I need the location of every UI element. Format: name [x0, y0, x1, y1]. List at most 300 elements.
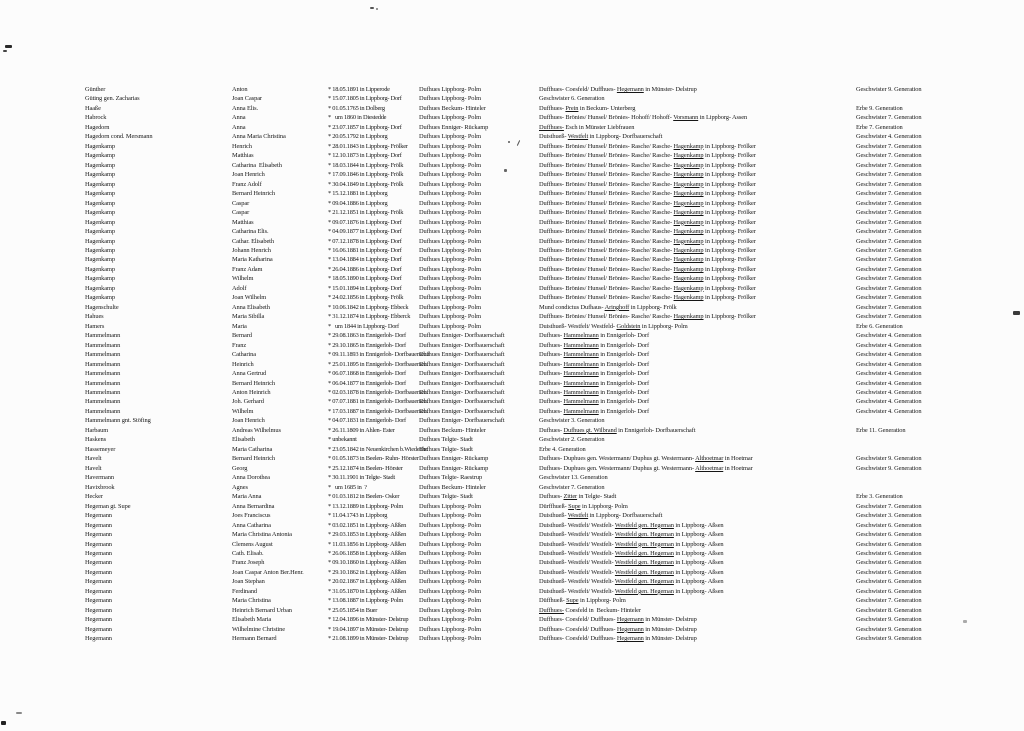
givenname-cell: Joan Stephan	[232, 578, 265, 586]
surname-cell: Hammelmann	[85, 389, 121, 396]
birth-cell: * 29.10.1862 in Lippborg- Aßßen	[328, 568, 407, 576]
generation-cell: Geschwister 4. Generation	[856, 360, 922, 368]
family-cell: Dufhues- Dufhues gt. Wilbrand in Ennigerloh- Dorfbauerschaft	[539, 426, 696, 434]
generation-cell: Geschwister 6. Generation	[856, 531, 922, 539]
table-row	[0, 530, 1024, 539]
table-row	[0, 104, 1024, 113]
generation-cell: Geschwister 7. Generation	[856, 303, 922, 311]
origin-cell: Dufhues Enniger- Dorfbauerschaft	[419, 417, 505, 425]
generation-cell: Geschwister 4. Generation	[856, 351, 922, 359]
origin-cell: Dufhues Lippborg- Polm	[419, 256, 481, 264]
surname-cell: Hegeman gt. Supe	[85, 502, 131, 510]
birth-cell: * um 1860 in Diestedde	[328, 114, 387, 122]
table-row	[0, 511, 1024, 520]
generation-cell: Geschwister 6. Generation	[856, 559, 922, 567]
birth-cell: * 01.03.1812 in Beelen- Osker	[328, 493, 400, 501]
surname-cell: Hegemann	[85, 549, 112, 557]
table-row	[0, 540, 1024, 549]
family-cell: Duisthueß- Westfelt/ Westfeld- Goldstein in Lippborg- Polm	[539, 322, 688, 330]
givenname-cell: Franz Joseph	[232, 559, 265, 567]
family-cell: Duisthueß- Westfelt/ Westfelt- Westfeld gen. Hegeman in Lippborg- Aßsen	[539, 549, 724, 557]
generation-cell: Geschwister 9. Generation	[856, 625, 922, 633]
birth-cell: * 07.12.1878 in Lippborg- Dorf	[328, 237, 402, 245]
table-row	[0, 284, 1024, 293]
birth-cell: * 29.03.1853 in Lippborg- Aßßen	[328, 531, 407, 539]
generation-cell: Erbe 9. Generation	[856, 104, 903, 112]
table-row	[0, 208, 1024, 217]
givenname-cell: Heinrich Bernard Urban	[232, 606, 292, 614]
givenname-cell: Bernard Heinrich	[232, 455, 275, 463]
surname-cell: Güting gen. Zacharias	[85, 95, 140, 103]
generation-cell: Geschwister 9. Generation	[856, 455, 922, 463]
generation-cell: Geschwister 7. Generation	[856, 294, 922, 302]
birth-cell: * 09.07.1876 in Lippborg- Dorf	[328, 218, 402, 226]
table-row	[0, 416, 1024, 425]
table-row	[0, 521, 1024, 530]
table-row	[0, 94, 1024, 103]
givenname-cell: Bernard Heinrich	[232, 190, 275, 198]
birth-cell: * 25.12.1874 in Beelen- Hörster	[328, 464, 403, 472]
origin-cell: Dufhues Lippborg- Polm	[419, 265, 481, 273]
surname-cell: Hagenkamp	[85, 228, 115, 236]
origin-cell: Dufhues Lippborg- Polm	[419, 190, 481, 198]
birth-cell: * 01.05.1873 in Beelen- Ruhn- Hörster	[328, 455, 419, 463]
surname-cell: Hegemann	[85, 578, 112, 586]
birth-cell: * 21.12.1851 in Lippborg- Frölk	[328, 209, 404, 217]
givenname-cell: Agnes	[232, 483, 248, 491]
table-row	[0, 454, 1024, 463]
family-cell: Duisthueß- Westfelt/ Westfelt- Westfeld gen. Hegeman in Lippborg- Aßsen	[539, 568, 724, 576]
origin-cell: Dufhues Enniger- Dorfbauerschaft	[419, 360, 505, 368]
birth-cell: * 15.07.1805 in Lippborg- Dorf	[328, 95, 402, 103]
birth-cell: * 17.03.1887 in Ennigerloh- Dorfbauersch.	[328, 407, 428, 415]
family-cell: Geschwister 3. Generation	[539, 417, 605, 425]
birth-cell: * 09.11.1893 in Ennigerloh- Dorfbauersch.t	[328, 351, 430, 359]
surname-cell: Hagenkamp	[85, 171, 115, 179]
family-cell: Dufhues- Duphues gen. Westermann/ Duphus gt. Westermann- Althoetmar in Hoetmar	[539, 455, 753, 463]
generation-cell: Geschwister 4. Generation	[856, 407, 922, 415]
origin-cell: Dufhues Lippborg- Polm	[419, 540, 481, 548]
generation-cell: Geschwister 9. Generation	[856, 86, 922, 93]
family-cell: Duffhues- Brönies/ Hunsel/ Brönies- Rasche/ Rasche- Hagenkamp in Lippborg- Frölker	[539, 190, 756, 198]
family-cell: Duffhues- Brönies/ Hunsel/ Brönies- Rasche/ Rasche- Hagenkamp in Lippborg- Frölker	[539, 142, 756, 150]
family-cell: Dufhues- Zitter in Telgte- Stadt	[539, 493, 617, 501]
origin-cell: Dufhues Enniger- Rückamp	[419, 455, 489, 463]
table-row	[0, 445, 1024, 454]
birth-cell: * 03.02.1851 in Lippborg- Aßßen	[328, 521, 407, 529]
surname-cell: Hegemann	[85, 568, 112, 576]
givenname-cell: Hermann Bernard	[232, 635, 277, 643]
surname-cell: Hagenschulte	[85, 303, 119, 311]
family-cell: Duisthueß- Westfelt/ Westfelt- Westfeld gen. Hegeman in Lippborg- Aßsen	[539, 531, 724, 539]
table-row	[0, 464, 1024, 473]
family-cell: Geschwister 13. Generation	[539, 474, 608, 482]
origin-cell: Dufhues Lippborg- Polm	[419, 95, 481, 103]
generation-cell: Erbe 3. Generation	[856, 493, 903, 501]
surname-cell: Hegemann	[85, 540, 112, 548]
givenname-cell: Maria Sibilla	[232, 313, 265, 321]
family-cell: Duffhues- Brönies/ Hunsel/ Brönies- Rasche/ Rasche- Hagenkamp in Lippborg- Frölker	[539, 275, 756, 283]
surname-cell: Haskens	[85, 436, 106, 444]
generation-cell: Geschwister 6. Generation	[856, 587, 922, 595]
origin-cell: Dufhues Lippborg- Polm	[419, 294, 481, 302]
family-cell: Duffhues- Brönies/ Hunsel/ Brönies- Hohoff/ Hohoff- Vorsmann in Lippborg- Assen	[539, 114, 748, 122]
family-cell: Duisthueß- Westfelt/ Westfelt- Westfeld gen. Hegeman in Lippborg- Aßsen	[539, 578, 724, 586]
family-cell: Dufhues- Hammelmann in Ennigerloh- Dorf	[539, 370, 650, 378]
surname-cell: Havelt	[85, 464, 102, 472]
table-row	[0, 218, 1024, 227]
family-cell: Duffhues- Brönies/ Hunsel/ Brönies- Rasche/ Rasche- Hagenkamp in Lippborg- Frölker	[539, 265, 756, 273]
table-row	[0, 85, 1024, 94]
family-cell: Mund condictus Dufhaus- Aringhoff in Lippborg- Frölk	[539, 303, 677, 311]
surname-cell: Hagenkamp	[85, 237, 115, 245]
generation-cell: Geschwister 3. Generation	[856, 512, 922, 520]
table-row	[0, 615, 1024, 624]
surname-cell: Harbaum	[85, 426, 109, 434]
birth-cell: * 04.09.1877 in Lippborg- Dorf	[328, 228, 402, 236]
surname-cell: Hagedorn	[85, 123, 110, 131]
table-row	[0, 189, 1024, 198]
surname-cell: Hagenkamp	[85, 284, 115, 292]
origin-cell: Dufhues Enniger- Dorfbauerschaft	[419, 332, 505, 340]
origin-cell: Dufhues Beckum- Hinteler	[419, 426, 486, 434]
givenname-cell: Bernard Heinrich	[232, 379, 275, 387]
birth-cell: * 07.07.1881 in Ennigerloh- Dorfbauersch.	[328, 398, 428, 406]
generation-cell: Geschwister 7. Generation	[856, 190, 922, 198]
givenname-cell: Maria	[232, 322, 247, 330]
scan-speck	[3, 50, 7, 52]
table-row	[0, 426, 1024, 435]
generation-cell: Geschwister 7. Generation	[856, 218, 922, 226]
origin-cell: Dufhues Telgte- Stadt	[419, 493, 473, 501]
surname-cell: Hagenkamp	[85, 265, 115, 273]
generation-cell: Geschwister 6. Generation	[856, 578, 922, 586]
generation-cell: Geschwister 7. Generation	[856, 275, 922, 283]
generation-cell: Geschwister 9. Generation	[856, 464, 922, 472]
table-row	[0, 341, 1024, 350]
origin-cell: Dufhues Enniger- Rückamp	[419, 464, 489, 472]
table-row	[0, 113, 1024, 122]
generation-cell: Geschwister 9. Generation	[856, 616, 922, 624]
generation-cell: Geschwister 4. Generation	[856, 379, 922, 387]
givenname-cell: Maria Anna	[232, 493, 262, 501]
table-row	[0, 151, 1024, 160]
scan-speck	[5, 45, 12, 48]
birth-cell: * 11.04.1743 in Lippborg	[328, 512, 388, 520]
birth-cell: * 30.11.1901 in Telgte- Stadt	[328, 474, 395, 482]
birth-cell: * 18.05.1890 in Lippborg- Dorf	[328, 275, 402, 283]
generation-cell: Geschwister 8. Generation	[856, 606, 922, 614]
origin-cell: Dufhues Lippborg- Polm	[419, 549, 481, 557]
origin-cell: Dufhues Lippborg- Polm	[419, 512, 481, 520]
surname-cell: Hegemann	[85, 512, 112, 520]
generation-cell: Geschwister 7. Generation	[856, 228, 922, 236]
birth-cell: * 20.05.1792 in Lippborg	[328, 133, 388, 141]
givenname-cell: Joan Caspar	[232, 95, 262, 103]
origin-cell: Dufhues Lippborg- Polm	[419, 218, 481, 226]
givenname-cell: Cathar. Elisabeth	[232, 237, 274, 245]
surname-cell: Hegemann	[85, 597, 112, 605]
origin-cell: Dufhues Enniger- Dorfbauerschaft	[419, 341, 505, 349]
generation-cell: Geschwister 6. Generation	[856, 521, 922, 529]
givenname-cell: Anna	[232, 123, 246, 131]
origin-cell: Dufhues Lippborg- Polm	[419, 86, 481, 93]
family-cell: Duffhues- Brönies/ Hunsel/ Brönies- Rasche/ Rasche- Hagenkamp in Lippborg- Frölker	[539, 161, 756, 169]
surname-cell: Hagenkamp	[85, 142, 115, 150]
family-cell: Duffhues- Brönies/ Hunsel/ Brönies- Rasche/ Rasche- Hagenkamp in Lippborg- Frölker	[539, 294, 756, 302]
table-row	[0, 634, 1024, 643]
givenname-cell: Maria Katharina	[232, 256, 273, 264]
family-cell: Dürffhueß- Supe in Lippborg- Polm	[539, 502, 628, 510]
surname-cell: Hagenkamp	[85, 246, 115, 254]
table-row	[0, 502, 1024, 511]
table-row	[0, 388, 1024, 397]
birth-cell: * 15.12.1881 in Lippborg	[328, 190, 388, 198]
surname-cell: Hegemann	[85, 531, 112, 539]
table-row	[0, 161, 1024, 170]
birth-cell: * 21.08.1899 in Münster- Delstrup	[328, 635, 409, 643]
scan-speck	[376, 8, 378, 10]
origin-cell: Dufhues Lippborg- Polm	[419, 502, 481, 510]
surname-cell: Hagedorn cond. Mersmann	[85, 133, 153, 141]
origin-cell: Dufhues Lippborg- Polm	[419, 587, 481, 595]
surname-cell: Hammelmann	[85, 360, 121, 368]
generation-cell: Geschwister 6. Generation	[856, 549, 922, 557]
givenname-cell: Joan Henrich	[232, 417, 265, 425]
table-row	[0, 379, 1024, 388]
birth-cell: * 06.07.1868 in Ennigerloh- Dorf	[328, 370, 406, 378]
birth-cell: * 17.09.1846 in Lippborg- Frölk	[328, 171, 404, 179]
family-cell: Geschwister 6. Generation	[539, 95, 605, 103]
origin-cell: Dufhues Telgte- Raestrup	[419, 474, 483, 482]
birth-cell: * 13.04.1884 in Lippborg- Dorf	[328, 256, 402, 264]
givenname-cell: Anna Dorothea	[232, 474, 270, 482]
table-row	[0, 360, 1024, 369]
surname-cell: Hegemann	[85, 521, 112, 529]
generation-cell: Geschwister 4. Generation	[856, 389, 922, 396]
table-row	[0, 322, 1024, 331]
birth-cell: * um 1844 in Lippborg- Dorf	[328, 322, 399, 330]
family-cell: Duffhues- Prein in Beckum- Unterberg	[539, 104, 636, 112]
surname-cell: Hahues	[85, 313, 104, 321]
table-row	[0, 492, 1024, 501]
birth-cell: * 02.03.1878 in Ennigerloh- Dorfbauersch.	[328, 389, 428, 396]
givenname-cell: Caspar	[232, 199, 250, 207]
origin-cell: Dufhues Enniger- Dorfbauerschaft	[419, 389, 505, 396]
origin-cell: Dufhues Enniger- Dorfbauerschaft	[419, 370, 505, 378]
givenname-cell: Joes Franciscus	[232, 512, 271, 520]
scan-speck	[508, 141, 510, 143]
birth-cell: * 12.10.1873 in Lippborg- Dorf	[328, 152, 402, 160]
family-cell: Duffhues- Coesfeld/ Duffhues- Hegemann in Münster- Delstrup	[539, 635, 697, 643]
table-row	[0, 237, 1024, 246]
birth-cell: * 18.05.1891 in Lipperode	[328, 86, 390, 93]
birth-cell: * 19.04.1897 in Münster- Delstrup	[328, 625, 409, 633]
birth-cell: * 06.04.1877 in Ennigerloh- Dorf	[328, 379, 406, 387]
scan-speck	[963, 620, 967, 623]
givenname-cell: Anna Maria Christina	[232, 133, 286, 141]
givenname-cell: Matthias	[232, 218, 254, 226]
birth-cell: * 28.01.1843 in Lippborg- Frölker	[328, 142, 408, 150]
family-cell: Geschwister 7. Generation	[539, 483, 605, 491]
givenname-cell: Anna Elisabeth	[232, 303, 270, 311]
origin-cell: Dufhues Lippborg- Polm	[419, 171, 481, 179]
family-cell: Duffhues- Brönies/ Hunsel/ Brönies- Rasche/ Rasche- Hagenkamp in Lippborg- Frölker	[539, 284, 756, 292]
birth-cell: * 30.04.1849 in Lippborg- Frölk	[328, 180, 404, 188]
table-row	[0, 435, 1024, 444]
generation-cell: Geschwister 7. Generation	[856, 256, 922, 264]
family-cell: Duffhues- Coesfeld/ Duffhues- Hegemann in Münster- Delstrup	[539, 86, 697, 93]
givenname-cell: Franz Adam	[232, 265, 263, 273]
family-cell: Duffhues- Brönies/ Hunsel/ Brönies- Rasche/ Rasche- Hagenkamp in Lippborg- Frölker	[539, 209, 756, 217]
surname-cell: Hassemeyer	[85, 445, 116, 453]
generation-cell: Geschwister 7. Generation	[856, 265, 922, 273]
birth-cell: * 09.04.1886 in Lippborg	[328, 199, 388, 207]
origin-cell: Dufhues Enniger- Dorfbauerschaft	[419, 379, 505, 387]
table-row	[0, 123, 1024, 132]
table-row	[0, 568, 1024, 577]
givenname-cell: Ferdinand	[232, 587, 258, 595]
family-cell: Duffhues- Coesfeld/ Duffhues- Hegemann in Münster- Delstrup	[539, 616, 697, 624]
origin-cell: Dufhues Lippborg- Polm	[419, 114, 481, 122]
table-row	[0, 303, 1024, 312]
generation-cell: Geschwister 7. Generation	[856, 237, 922, 245]
origin-cell: Dufhues Lippborg- Polm	[419, 237, 481, 245]
table-row	[0, 587, 1024, 596]
givenname-cell: Georg	[232, 464, 248, 472]
origin-cell: Dufhues Lippborg- Polm	[419, 180, 481, 188]
origin-cell: Dufhues Telgte- Stadt	[419, 445, 473, 453]
givenname-cell: Joan Wilhelm	[232, 294, 267, 302]
surname-cell: Havelt	[85, 455, 102, 463]
surname-cell: Hammelmann	[85, 341, 121, 349]
givenname-cell: Andreas Wilhelmus	[232, 426, 281, 434]
givenname-cell: Maria Christina Antonia	[232, 531, 292, 539]
origin-cell: Dufhues Lippborg- Polm	[419, 521, 481, 529]
generation-cell: Geschwister 7. Generation	[856, 246, 922, 254]
givenname-cell: Joan Henrich	[232, 171, 265, 179]
table-row	[0, 331, 1024, 340]
scan-speck	[16, 712, 22, 714]
family-cell: Duisthueß- Westfelt/ Westfelt- Westfeld gen. Hegeman in Lippborg- Aßsen	[539, 587, 724, 595]
scan-speck	[370, 7, 374, 9]
birth-cell: * 25.05.1854 in Buer	[328, 606, 378, 614]
table-row	[0, 549, 1024, 558]
table-row	[0, 180, 1024, 189]
surname-cell: Hagenkamp	[85, 152, 115, 160]
table-row	[0, 132, 1024, 141]
givenname-cell: Anna Elis.	[232, 104, 258, 112]
table-row	[0, 265, 1024, 274]
origin-cell: Dufhues Lippborg- Polm	[419, 228, 481, 236]
origin-cell: Dufhues Enniger- Dorfbauerschaft	[419, 351, 505, 359]
givenname-cell: Bernard	[232, 332, 252, 340]
generation-cell: Geschwister 4. Generation	[856, 332, 922, 340]
surname-cell: Günther	[85, 86, 106, 93]
givenname-cell: Caspar	[232, 209, 250, 217]
family-cell: Duffhues- Esch in Münster Liebfrauen	[539, 123, 635, 131]
surname-cell: Hagenkamp	[85, 294, 115, 302]
family-cell: Duffhues- Brönies/ Hunsel/ Brönies- Rasche/ Rasche- Hagenkamp in Lippborg- Frölker	[539, 171, 756, 179]
surname-cell: Hammelmann	[85, 332, 121, 340]
table-row	[0, 293, 1024, 302]
origin-cell: Dufhues Beckum- Hinteler	[419, 483, 486, 491]
birth-cell: * 18.03.1844 in Lippborg- Frölk	[328, 161, 404, 169]
generation-cell: Geschwister 7. Generation	[856, 180, 922, 188]
generation-cell: Geschwister 4. Generation	[856, 370, 922, 378]
birth-cell: * 23.07.1857 in Lippborg- Dorf	[328, 123, 402, 131]
origin-cell: Dufhues Lippborg- Polm	[419, 559, 481, 567]
table-row	[0, 255, 1024, 264]
table-row	[0, 227, 1024, 236]
surname-cell: Havermann	[85, 474, 114, 482]
family-cell: Duffhues- Brönies/ Hunsel/ Brönies- Rasche/ Rasche- Hagenkamp in Lippborg- Frölker	[539, 152, 756, 160]
surname-cell: Hammelmann	[85, 398, 121, 406]
family-cell: Dufhues- Hammelmann in Ennigerloh- Dorf	[539, 351, 650, 359]
origin-cell: Dufhues Lippborg- Polm	[419, 578, 481, 586]
givenname-cell: Maria Catharina	[232, 445, 273, 453]
surname-cell: Hagenkamp	[85, 180, 115, 188]
table-row	[0, 596, 1024, 605]
givenname-cell: Anna Bernardina	[232, 502, 275, 510]
generation-cell: Erbe 7. Generation	[856, 123, 903, 131]
table-row	[0, 170, 1024, 179]
generation-cell: Geschwister 7. Generation	[856, 161, 922, 169]
generation-cell: Erbe 11. Generation	[856, 426, 906, 434]
generation-cell: Geschwister 9. Generation	[856, 635, 922, 643]
surname-cell: Hegemann	[85, 625, 112, 633]
birth-cell: * 13.08.1887 in Lippborg- Polm	[328, 597, 404, 605]
birth-cell: * 04.07.1831 in Ennigerloh- Dorf	[328, 417, 406, 425]
givenname-cell: Cath. Elisab.	[232, 549, 264, 557]
surname-cell: Hegemann	[85, 559, 112, 567]
table-row	[0, 577, 1024, 586]
generation-cell: Geschwister 7. Generation	[856, 284, 922, 292]
givenname-cell: Joh. Gerhard	[232, 398, 264, 406]
birth-cell: * 16.06.1881 in Lippborg- Dorf	[328, 246, 402, 254]
surname-cell: Havixbrook	[85, 483, 115, 491]
origin-cell: Dufhues Lippborg- Polm	[419, 199, 481, 207]
generation-cell: Geschwister 7. Generation	[856, 142, 922, 150]
origin-cell: Dufhues Lippborg- Polm	[419, 531, 481, 539]
origin-cell: Dufhues Lippborg- Polm	[419, 246, 481, 254]
generation-cell: Geschwister 7. Generation	[856, 171, 922, 179]
family-cell: Duffhues- Brönies/ Hunsel/ Brönies- Rasche/ Rasche- Hagenkamp in Lippborg- Frölker	[539, 237, 756, 245]
givenname-cell: Anna Catharina	[232, 521, 271, 529]
givenname-cell: Franz	[232, 341, 247, 349]
givenname-cell: Adolf	[232, 284, 247, 292]
givenname-cell: Catharina Elisabeth	[232, 161, 282, 169]
givenname-cell: Wilhelm	[232, 275, 254, 283]
surname-cell: Hagenkamp	[85, 256, 115, 264]
generation-cell: Erbe 6. Generation	[856, 322, 903, 330]
table-row	[0, 558, 1024, 567]
family-cell: Duffhues- Brönies/ Hunsel/ Brönies- Rasche/ Rasche- Hagenkamp in Lippborg- Frölker	[539, 313, 756, 321]
table-row	[0, 397, 1024, 406]
surname-cell: Hagenkamp	[85, 190, 115, 198]
birth-cell: * 01.05.1765 in Dolberg	[328, 104, 385, 112]
table-row	[0, 350, 1024, 359]
birth-cell: * 31.05.1870 in Lippborg- Aßßen	[328, 587, 407, 595]
givenname-cell: Heinrich	[232, 360, 254, 368]
givenname-cell: Wilhelmine Christine	[232, 625, 285, 633]
givenname-cell: Elisabeth Maria	[232, 616, 272, 624]
family-cell: Duffhues- Brönies/ Hunsel/ Brönies- Rasche/ Rasche- Hagenkamp in Lippborg- Frölker	[539, 199, 756, 207]
family-cell: Duffhues- Brönies/ Hunsel/ Brönies- Rasche/ Rasche- Hagenkamp in Lippborg- Frölker	[539, 228, 756, 236]
givenname-cell: Anton Heinrich	[232, 389, 271, 396]
surname-cell: Habrock	[85, 114, 107, 122]
origin-cell: Dufhues Lippborg- Polm	[419, 152, 481, 160]
